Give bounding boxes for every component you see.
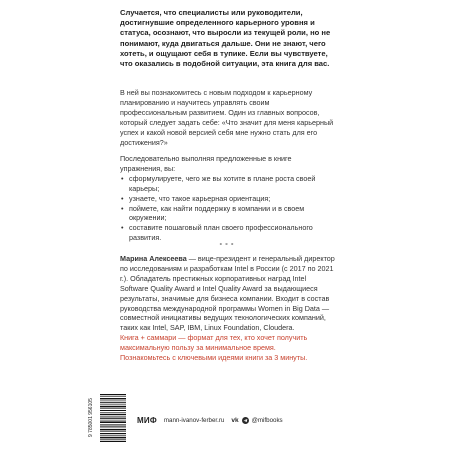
- author-bio: [120, 254, 335, 333]
- publisher-footer: [137, 413, 367, 427]
- author-bio-text: — вице-президент и генеральный директор по исследованиям и разработкам Intel в России (с 2017 по 2021 г.). Обладатель престижных корпоративных наград Intel Software Quality Award и Intel Quality Award за выдающиеся результаты, значимые для бизнеса компании. Входит в состав руководства международной программы Women in Big Data — совместной инициативы ведущих технологических компаний, таких как Intel, SAP, IBM, Linux Foundation, Cloudera.: [120, 254, 335, 333]
- description-text: В ней вы познакомитесь с новым подходом к карьерному планированию и научитесь управлять своим профессиональным развитием. Один из главных вопросов, который следует задать себе: «Что значит для меня карьерный успех и какой новой версией себя мне нужно стать для его достижения?»: [120, 88, 334, 147]
- isbn-number: 9 785001 956105: [88, 398, 94, 438]
- intro-paragraph: [120, 8, 335, 69]
- author-bio-paragraph: [120, 254, 335, 333]
- summary-note-line-1: Книга + саммари — формат для тех, кто хочет получить максимальную пользу за минимальное время.: [120, 333, 308, 352]
- intro-text: Случается, что специалисты или руководители, достигнувшие определенного карьерного уровня и статуса, осознают, что выросли из текущей роли, но не понимают, куда двигаться дальше. Они не знают, чего хотеть, и ощущают себя в тупике. Если вы чувствуете, что оказались в подобной ситуации, эта книга для вас.: [120, 8, 331, 69]
- social-handle: @mifbooks: [251, 416, 283, 424]
- list-item: • поймете, как найти поддержку в компании и в своем окружении;: [120, 204, 335, 224]
- barcode-icon: [100, 394, 126, 442]
- list-item: • составите пошаговый план своего профессионального развития.: [120, 223, 335, 243]
- social-links: [231, 417, 282, 424]
- vk-icon: vk: [231, 416, 239, 424]
- benefits-lead: Последовательно выполняя предложенные в книге упражнения, вы:: [120, 154, 292, 173]
- section-separator: ∘∘∘: [218, 242, 237, 248]
- description-paragraph: [120, 88, 335, 147]
- telegram-icon: [242, 417, 249, 424]
- publisher-logo: МИФ: [137, 415, 157, 425]
- summary-note-line-2: Познакомьтесь с ключевыми идеями книги за 3 минуты.: [120, 352, 308, 362]
- author-name: Марина Алексеева: [120, 254, 187, 263]
- benefits-section: [120, 154, 335, 243]
- summary-note: [120, 333, 335, 363]
- list-item: • сформулируете, чего же вы хотите в плане роста своей карьеры;: [120, 174, 335, 194]
- publisher-website: mann-ivanov-ferber.ru: [163, 416, 225, 424]
- benefits-list: [120, 174, 335, 243]
- list-item: • узнаете, что такое карьерная ориентация;: [120, 194, 335, 204]
